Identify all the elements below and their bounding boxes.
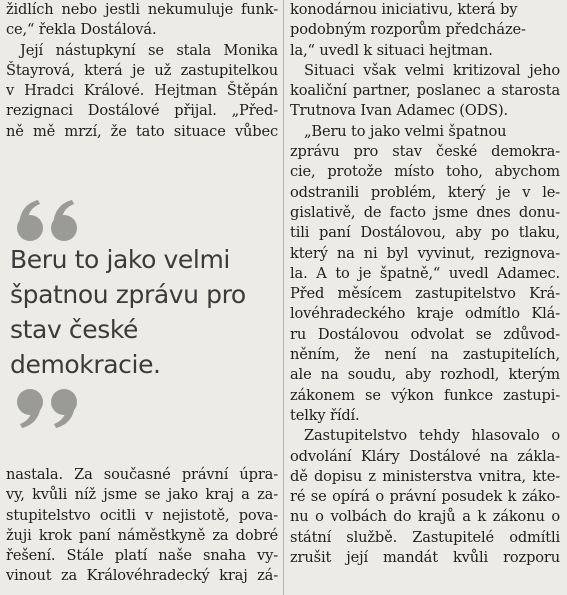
text-line: vy, kvůli níž jsme se jako kraj a za- <box>6 486 278 504</box>
text-line: vinout za Královéhradecký kraj zá- <box>6 567 278 585</box>
text-line: odvolání Kláry Dostálové na zákla- <box>290 447 560 465</box>
text-line: židlích nebo jestli nekumuluje funk- <box>6 1 278 18</box>
text-line: státní službě. Zastupitelé odmítli <box>290 528 560 546</box>
pull-quote-line: stav české <box>10 315 139 344</box>
text-line: ré se opírá o právní posudek k záko- <box>290 488 560 506</box>
left-column-top <box>6 0 278 142</box>
text-line: Situaci však velmi kritizoval jeho <box>304 61 560 79</box>
text-line: lovéhradeckého kraje odmítlo Klá- <box>290 305 560 323</box>
text-line: tili paní Dostálovou, aby po tlaku, <box>290 224 560 242</box>
text-line: ce,“ řekla Dostálová. <box>6 21 157 39</box>
text-line: ru Dostálovou odvolat se zdůvod- <box>290 325 560 343</box>
text-line: dě dopisu z ministerstva vnitra, kte- <box>290 467 560 485</box>
text-line: ně mě mrzí, že tato situace vůbec <box>6 122 278 140</box>
text-line: nastala. Za současné právní úpra- <box>6 466 278 483</box>
pull-quote-text <box>10 242 278 382</box>
text-line: la,“ uvedl k situaci hejtman. <box>290 41 493 59</box>
pull-quote-line: špatnou zprávu pro <box>10 280 246 309</box>
text-line: zprávu pro stav české demokra- <box>290 143 560 161</box>
pull-quote-line: Beru to jako velmi <box>10 245 230 274</box>
column-divider <box>283 0 284 595</box>
text-line: „Beru to jako velmi špatnou <box>304 122 507 140</box>
text-line: Trutnova Ivan Adamec (ODS). <box>290 102 508 120</box>
text-line: koaliční partner, poslanec a starosta <box>290 82 560 100</box>
text-line: zrušit její mandát kvůli rozporu <box>290 549 560 567</box>
text-line: podobným rozporům předcháze- <box>290 21 526 39</box>
text-line: telky řídí. <box>290 406 360 424</box>
text-line: Zastupitelstvo tehdy hlasovalo o <box>304 427 560 445</box>
text-line: konodárnou iniciativu, která by <box>290 1 518 18</box>
left-column-bottom <box>6 465 278 587</box>
quote-open-icon <box>14 198 84 242</box>
text-line: cie, protože místo toho, abychom <box>290 163 560 181</box>
text-line: žuji krok paní náměstkyně za dobré <box>6 526 278 544</box>
text-line: ale na soudu, aby rozhodl, kterým <box>290 366 560 384</box>
text-line: který na ni byl vyvinut, rezignova- <box>290 244 560 262</box>
text-line: gislativě, de facto jsme dnes donu- <box>290 203 560 221</box>
quote-close-icon <box>14 386 84 430</box>
text-line: Štayrová, která je už zastupitelkou <box>6 61 278 79</box>
text-line: stupitelstvo ocitli v nejistotě, pova- <box>6 506 278 524</box>
text-line: la. A to je špatně,“ uvedl Adamec. <box>290 264 560 282</box>
text-line: nu o volbách do krajů a k zákonu o <box>290 508 560 526</box>
text-line: odstranili problém, který je v le- <box>290 183 560 201</box>
text-line: rezignaci Dostálové přijal. „Před- <box>6 102 278 120</box>
text-line: Před měsícem zastupitelstvo Krá- <box>290 285 560 303</box>
pull-quote-line: demokracie. <box>10 350 161 379</box>
text-line: zákonem se výkon funkce zastupi- <box>290 386 560 404</box>
text-line: řešení. Stále platí naše snaha vy- <box>6 547 278 565</box>
text-line: Její nástupkyní se stala Monika <box>20 41 278 59</box>
pull-quote-block <box>6 188 278 458</box>
text-line: v Hradci Králové. Hejtman Štěpán <box>6 82 278 100</box>
right-column <box>290 0 560 568</box>
text-line: něním, že není na zastupitelích, <box>290 346 560 364</box>
